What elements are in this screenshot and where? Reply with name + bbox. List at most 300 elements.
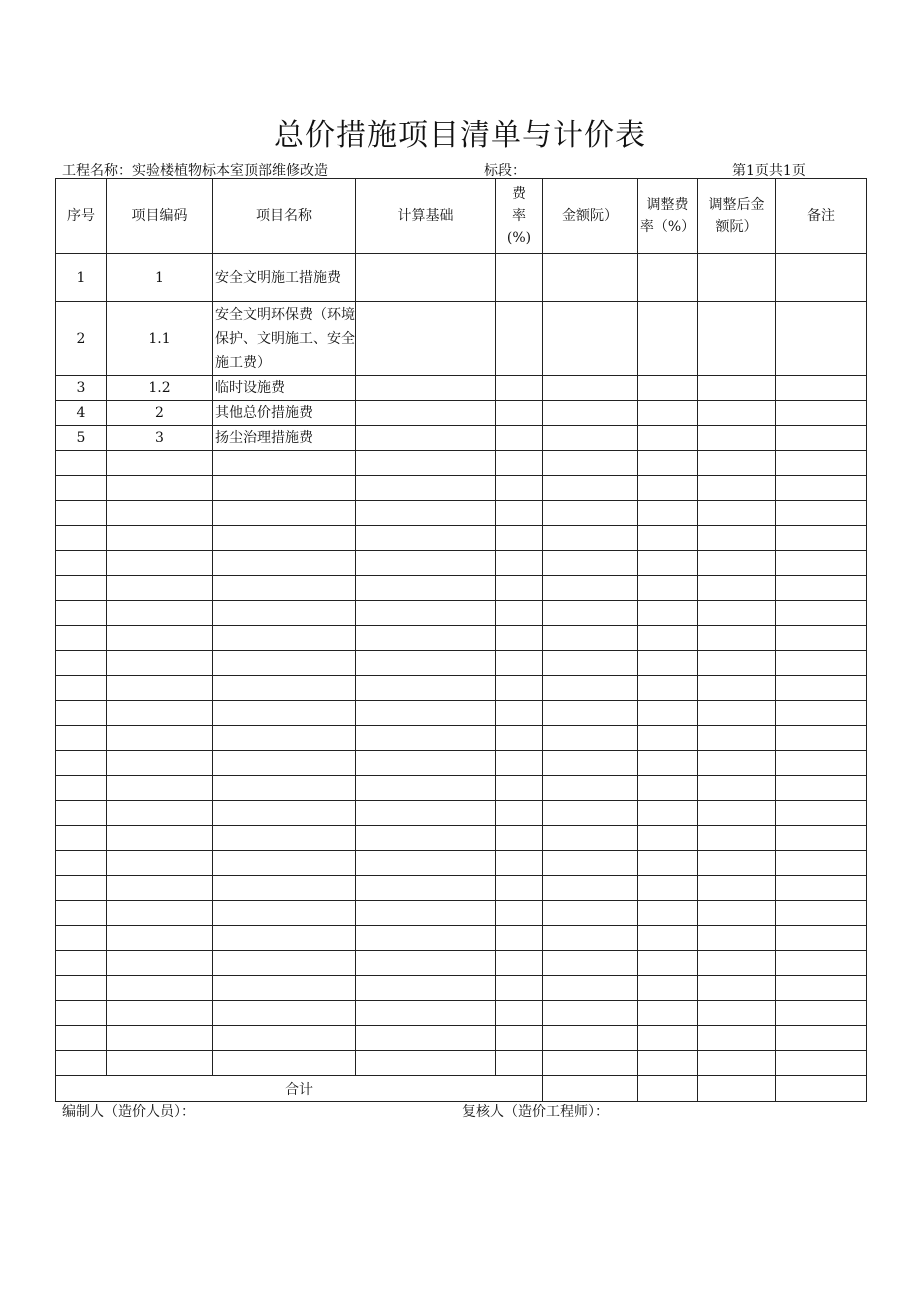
empty-cell[interactable] <box>213 476 356 501</box>
empty-cell[interactable] <box>698 876 776 901</box>
empty-cell[interactable] <box>56 951 107 976</box>
empty-cell[interactable] <box>496 676 543 701</box>
empty-cell[interactable] <box>56 451 107 476</box>
empty-cell[interactable] <box>543 926 638 951</box>
empty-cell[interactable] <box>213 1051 356 1076</box>
total-label: 合计 <box>56 1076 543 1102</box>
empty-cell[interactable] <box>107 901 213 926</box>
empty-cell[interactable] <box>56 601 107 626</box>
empty-cell[interactable] <box>213 826 356 851</box>
empty-cell[interactable] <box>698 901 776 926</box>
cell-amount[interactable] <box>543 254 638 302</box>
empty-cell[interactable] <box>776 801 867 826</box>
empty-cell[interactable] <box>776 826 867 851</box>
empty-cell[interactable] <box>356 751 496 776</box>
empty-cell[interactable] <box>213 951 356 976</box>
empty-cell[interactable] <box>496 876 543 901</box>
empty-cell[interactable] <box>698 476 776 501</box>
empty-cell[interactable] <box>496 501 543 526</box>
preparer-signature: 编制人（造价人员）： <box>62 1104 195 1120</box>
empty-cell[interactable] <box>213 501 356 526</box>
empty-cell[interactable] <box>107 701 213 726</box>
empty-cell[interactable] <box>776 851 867 876</box>
empty-row <box>56 526 867 551</box>
empty-cell[interactable] <box>213 726 356 751</box>
empty-cell[interactable] <box>776 626 867 651</box>
empty-cell[interactable] <box>107 676 213 701</box>
empty-cell[interactable] <box>496 1026 543 1051</box>
empty-cell[interactable] <box>776 676 867 701</box>
empty-cell[interactable] <box>543 1026 638 1051</box>
empty-cell[interactable] <box>107 601 213 626</box>
empty-cell[interactable] <box>543 551 638 576</box>
empty-cell[interactable] <box>107 626 213 651</box>
cell-remark[interactable] <box>776 254 867 302</box>
empty-cell[interactable] <box>698 976 776 1001</box>
empty-cell[interactable] <box>638 651 698 676</box>
cell-adjusted-amount[interactable] <box>698 302 776 376</box>
cell-amount[interactable] <box>543 376 638 401</box>
empty-cell[interactable] <box>356 976 496 1001</box>
cell-adjusted-rate[interactable] <box>638 426 698 451</box>
empty-cell[interactable] <box>698 501 776 526</box>
cell-amount[interactable] <box>543 426 638 451</box>
empty-cell[interactable] <box>698 776 776 801</box>
empty-cell[interactable] <box>213 701 356 726</box>
empty-cell[interactable] <box>638 751 698 776</box>
empty-row <box>56 1026 867 1051</box>
empty-cell[interactable] <box>776 451 867 476</box>
measures-table <box>55 178 867 1102</box>
empty-cell[interactable] <box>638 451 698 476</box>
empty-cell[interactable] <box>213 1026 356 1051</box>
empty-row <box>56 626 867 651</box>
empty-cell[interactable] <box>56 651 107 676</box>
empty-cell[interactable] <box>213 551 356 576</box>
empty-cell[interactable] <box>356 726 496 751</box>
empty-cell[interactable] <box>638 1001 698 1026</box>
cell-rate[interactable] <box>496 426 543 451</box>
empty-cell[interactable] <box>496 976 543 1001</box>
empty-cell[interactable] <box>213 976 356 1001</box>
empty-cell[interactable] <box>56 576 107 601</box>
empty-cell[interactable] <box>356 801 496 826</box>
empty-cell[interactable] <box>543 876 638 901</box>
empty-cell[interactable] <box>356 851 496 876</box>
empty-cell[interactable] <box>638 701 698 726</box>
empty-cell[interactable] <box>213 451 356 476</box>
empty-cell[interactable] <box>638 551 698 576</box>
empty-cell[interactable] <box>776 551 867 576</box>
empty-cell[interactable] <box>496 851 543 876</box>
empty-cell[interactable] <box>496 551 543 576</box>
empty-cell[interactable] <box>776 1001 867 1026</box>
total-remark[interactable] <box>776 1076 867 1102</box>
cell-adjusted-rate[interactable] <box>638 254 698 302</box>
cell-name: 安全文明施工措施费 <box>213 254 356 302</box>
empty-cell[interactable] <box>776 976 867 1001</box>
empty-cell[interactable] <box>776 576 867 601</box>
empty-cell[interactable] <box>107 751 213 776</box>
total-row <box>56 1076 867 1102</box>
empty-cell[interactable] <box>356 451 496 476</box>
cell-seq: 4 <box>56 401 107 426</box>
empty-cell[interactable] <box>776 651 867 676</box>
empty-cell[interactable] <box>638 951 698 976</box>
empty-cell[interactable] <box>543 676 638 701</box>
total-adjusted-amount[interactable] <box>698 1076 776 1102</box>
empty-cell[interactable] <box>496 701 543 726</box>
empty-cell[interactable] <box>698 851 776 876</box>
empty-cell[interactable] <box>638 726 698 751</box>
empty-cell[interactable] <box>543 776 638 801</box>
empty-cell[interactable] <box>213 901 356 926</box>
cell-rate[interactable] <box>496 376 543 401</box>
empty-cell[interactable] <box>56 851 107 876</box>
empty-cell[interactable] <box>543 851 638 876</box>
cell-adjusted-amount[interactable] <box>698 426 776 451</box>
empty-cell[interactable] <box>56 476 107 501</box>
cell-code: 1 <box>107 254 213 302</box>
empty-cell[interactable] <box>213 626 356 651</box>
empty-cell[interactable] <box>543 576 638 601</box>
empty-cell[interactable] <box>107 976 213 1001</box>
empty-cell[interactable] <box>776 926 867 951</box>
empty-cell[interactable] <box>356 701 496 726</box>
empty-cell[interactable] <box>698 451 776 476</box>
empty-cell[interactable] <box>107 526 213 551</box>
empty-cell[interactable] <box>107 951 213 976</box>
empty-cell[interactable] <box>638 1026 698 1051</box>
empty-cell[interactable] <box>638 901 698 926</box>
empty-cell[interactable] <box>698 676 776 701</box>
empty-cell[interactable] <box>107 1001 213 1026</box>
empty-cell[interactable] <box>213 851 356 876</box>
empty-cell[interactable] <box>698 1001 776 1026</box>
empty-cell[interactable] <box>356 576 496 601</box>
empty-cell[interactable] <box>213 801 356 826</box>
empty-cell[interactable] <box>496 626 543 651</box>
empty-row <box>56 926 867 951</box>
empty-cell[interactable] <box>638 576 698 601</box>
empty-cell[interactable] <box>698 551 776 576</box>
empty-cell[interactable] <box>56 551 107 576</box>
empty-cell[interactable] <box>543 476 638 501</box>
empty-cell[interactable] <box>698 751 776 776</box>
empty-cell[interactable] <box>638 851 698 876</box>
empty-cell[interactable] <box>56 701 107 726</box>
table-row <box>56 254 867 302</box>
empty-cell[interactable] <box>543 601 638 626</box>
empty-cell[interactable] <box>543 1001 638 1026</box>
empty-cell[interactable] <box>698 526 776 551</box>
empty-row <box>56 751 867 776</box>
cell-code: 3 <box>107 426 213 451</box>
empty-cell[interactable] <box>107 476 213 501</box>
empty-cell[interactable] <box>776 1051 867 1076</box>
total-adjusted-rate[interactable] <box>638 1076 698 1102</box>
empty-cell[interactable] <box>356 951 496 976</box>
empty-cell[interactable] <box>356 526 496 551</box>
total-amount[interactable] <box>543 1076 638 1102</box>
cell-rate[interactable] <box>496 302 543 376</box>
empty-cell[interactable] <box>56 776 107 801</box>
empty-cell[interactable] <box>496 751 543 776</box>
cell-remark[interactable] <box>776 426 867 451</box>
empty-cell[interactable] <box>776 701 867 726</box>
empty-cell[interactable] <box>56 1026 107 1051</box>
empty-cell[interactable] <box>56 626 107 651</box>
empty-cell[interactable] <box>698 801 776 826</box>
empty-row <box>56 701 867 726</box>
empty-cell[interactable] <box>356 676 496 701</box>
cell-basis[interactable] <box>356 401 496 426</box>
empty-cell[interactable] <box>107 1051 213 1076</box>
cell-basis[interactable] <box>356 254 496 302</box>
empty-cell[interactable] <box>698 701 776 726</box>
empty-cell[interactable] <box>213 926 356 951</box>
empty-cell[interactable] <box>698 1051 776 1076</box>
empty-cell[interactable] <box>356 901 496 926</box>
header-adjusted-amount-line: 调整后金 <box>708 197 765 213</box>
header-rate-line: 率 <box>512 208 526 224</box>
empty-cell[interactable] <box>356 476 496 501</box>
empty-cell[interactable] <box>638 876 698 901</box>
empty-row <box>56 951 867 976</box>
header-basis: 计算基础 <box>356 179 496 254</box>
cell-basis[interactable] <box>356 302 496 376</box>
empty-row <box>56 601 867 626</box>
empty-cell[interactable] <box>543 801 638 826</box>
empty-cell[interactable] <box>107 826 213 851</box>
empty-cell[interactable] <box>776 1026 867 1051</box>
empty-cell[interactable] <box>543 451 638 476</box>
cell-basis[interactable] <box>356 376 496 401</box>
empty-cell[interactable] <box>107 1026 213 1051</box>
empty-cell[interactable] <box>56 976 107 1001</box>
cell-name: 安全文明环保费（环境保护、文明施工、安全施工费） <box>213 302 356 376</box>
empty-cell[interactable] <box>213 751 356 776</box>
empty-cell[interactable] <box>698 601 776 626</box>
empty-cell[interactable] <box>107 576 213 601</box>
empty-cell[interactable] <box>638 826 698 851</box>
cell-rate[interactable] <box>496 254 543 302</box>
empty-cell[interactable] <box>638 976 698 1001</box>
empty-cell[interactable] <box>698 826 776 851</box>
empty-cell[interactable] <box>56 901 107 926</box>
empty-cell[interactable] <box>107 801 213 826</box>
header-adjusted-rate-line: 率（%） <box>639 219 696 235</box>
empty-cell[interactable] <box>543 701 638 726</box>
empty-row <box>56 1051 867 1076</box>
empty-cell[interactable] <box>356 501 496 526</box>
cell-adjusted-amount[interactable] <box>698 376 776 401</box>
empty-cell[interactable] <box>638 776 698 801</box>
empty-cell[interactable] <box>776 526 867 551</box>
cell-remark[interactable] <box>776 401 867 426</box>
header-amount: 金额阮） <box>543 179 638 254</box>
empty-cell[interactable] <box>776 501 867 526</box>
empty-cell[interactable] <box>776 901 867 926</box>
empty-cell[interactable] <box>213 676 356 701</box>
empty-cell[interactable] <box>213 576 356 601</box>
empty-cell[interactable] <box>776 776 867 801</box>
empty-cell[interactable] <box>356 776 496 801</box>
header-adjusted-rate <box>638 179 698 254</box>
empty-cell[interactable] <box>543 651 638 676</box>
cell-adjusted-amount[interactable] <box>698 254 776 302</box>
empty-cell[interactable] <box>56 1001 107 1026</box>
empty-cell[interactable] <box>698 651 776 676</box>
project-name: 工程名称：实验楼植物标本室顶部维修改造 <box>62 163 328 179</box>
cell-adjusted-amount[interactable] <box>698 401 776 426</box>
empty-cell[interactable] <box>56 726 107 751</box>
empty-cell[interactable] <box>776 601 867 626</box>
cell-adjusted-rate[interactable] <box>638 376 698 401</box>
empty-cell[interactable] <box>543 626 638 651</box>
empty-cell[interactable] <box>496 451 543 476</box>
empty-cell[interactable] <box>638 676 698 701</box>
empty-cell[interactable] <box>496 726 543 751</box>
empty-cell[interactable] <box>56 1051 107 1076</box>
empty-cell[interactable] <box>107 776 213 801</box>
empty-cell[interactable] <box>356 826 496 851</box>
empty-cell[interactable] <box>543 976 638 1001</box>
empty-cell[interactable] <box>213 1001 356 1026</box>
empty-cell[interactable] <box>698 951 776 976</box>
empty-cell[interactable] <box>776 726 867 751</box>
empty-cell[interactable] <box>356 651 496 676</box>
empty-cell[interactable] <box>356 1051 496 1076</box>
cell-basis[interactable] <box>356 426 496 451</box>
empty-cell[interactable] <box>638 626 698 651</box>
empty-cell[interactable] <box>496 1001 543 1026</box>
empty-cell[interactable] <box>107 551 213 576</box>
empty-row <box>56 801 867 826</box>
empty-cell[interactable] <box>776 951 867 976</box>
empty-cell[interactable] <box>496 776 543 801</box>
empty-cell[interactable] <box>107 926 213 951</box>
empty-cell[interactable] <box>356 601 496 626</box>
empty-cell[interactable] <box>356 926 496 951</box>
empty-cell[interactable] <box>356 1001 496 1026</box>
empty-cell[interactable] <box>56 876 107 901</box>
empty-cell[interactable] <box>496 1051 543 1076</box>
cell-rate[interactable] <box>496 401 543 426</box>
empty-cell[interactable] <box>213 526 356 551</box>
empty-cell[interactable] <box>496 576 543 601</box>
cell-adjusted-rate[interactable] <box>638 302 698 376</box>
header-rate-line: (%) <box>506 230 532 246</box>
empty-cell[interactable] <box>638 526 698 551</box>
empty-cell[interactable] <box>56 501 107 526</box>
cell-code: 1.1 <box>107 302 213 376</box>
cell-remark[interactable] <box>776 302 867 376</box>
cell-name: 其他总价措施费 <box>213 401 356 426</box>
empty-cell[interactable] <box>638 501 698 526</box>
empty-cell[interactable] <box>56 826 107 851</box>
empty-cell[interactable] <box>56 801 107 826</box>
empty-cell[interactable] <box>543 501 638 526</box>
empty-cell[interactable] <box>638 1051 698 1076</box>
empty-cell[interactable] <box>213 651 356 676</box>
empty-cell[interactable] <box>107 501 213 526</box>
empty-cell[interactable] <box>107 851 213 876</box>
empty-cell[interactable] <box>698 576 776 601</box>
empty-cell[interactable] <box>496 476 543 501</box>
empty-cell[interactable] <box>543 526 638 551</box>
cell-adjusted-rate[interactable] <box>638 401 698 426</box>
empty-cell[interactable] <box>356 626 496 651</box>
empty-cell[interactable] <box>638 801 698 826</box>
empty-cell[interactable] <box>356 551 496 576</box>
header-remark: 备注 <box>776 179 867 254</box>
empty-cell[interactable] <box>213 776 356 801</box>
empty-cell[interactable] <box>107 451 213 476</box>
empty-cell[interactable] <box>56 526 107 551</box>
cell-seq: 5 <box>56 426 107 451</box>
empty-cell[interactable] <box>543 751 638 776</box>
empty-cell[interactable] <box>543 951 638 976</box>
empty-cell[interactable] <box>496 901 543 926</box>
empty-cell[interactable] <box>543 726 638 751</box>
empty-cell[interactable] <box>496 826 543 851</box>
empty-cell[interactable] <box>213 876 356 901</box>
empty-cell[interactable] <box>776 476 867 501</box>
header-name: 项目名称 <box>213 179 356 254</box>
empty-cell[interactable] <box>776 751 867 776</box>
cell-seq: 1 <box>56 254 107 302</box>
empty-cell[interactable] <box>543 1051 638 1076</box>
cell-amount[interactable] <box>543 302 638 376</box>
empty-cell[interactable] <box>56 676 107 701</box>
empty-cell[interactable] <box>496 801 543 826</box>
empty-cell[interactable] <box>107 726 213 751</box>
empty-cell[interactable] <box>356 876 496 901</box>
empty-cell[interactable] <box>543 826 638 851</box>
empty-cell[interactable] <box>698 726 776 751</box>
cell-code: 2 <box>107 401 213 426</box>
empty-cell[interactable] <box>107 651 213 676</box>
empty-cell[interactable] <box>776 876 867 901</box>
empty-cell[interactable] <box>543 901 638 926</box>
section-label: 标段： <box>484 163 526 179</box>
table-row <box>56 376 867 401</box>
empty-cell[interactable] <box>107 876 213 901</box>
empty-cell[interactable] <box>496 601 543 626</box>
empty-cell[interactable] <box>56 751 107 776</box>
cell-remark[interactable] <box>776 376 867 401</box>
empty-cell[interactable] <box>496 926 543 951</box>
empty-cell[interactable] <box>638 601 698 626</box>
empty-row <box>56 776 867 801</box>
empty-cell[interactable] <box>356 1026 496 1051</box>
empty-cell[interactable] <box>638 476 698 501</box>
cell-seq: 2 <box>56 302 107 376</box>
empty-cell[interactable] <box>496 651 543 676</box>
empty-cell[interactable] <box>698 1026 776 1051</box>
empty-cell[interactable] <box>56 926 107 951</box>
empty-cell[interactable] <box>496 951 543 976</box>
empty-cell[interactable] <box>698 626 776 651</box>
empty-cell[interactable] <box>213 601 356 626</box>
empty-cell[interactable] <box>698 926 776 951</box>
empty-cell[interactable] <box>496 526 543 551</box>
empty-cell[interactable] <box>638 926 698 951</box>
empty-row <box>56 651 867 676</box>
empty-row <box>56 851 867 876</box>
cell-amount[interactable] <box>543 401 638 426</box>
